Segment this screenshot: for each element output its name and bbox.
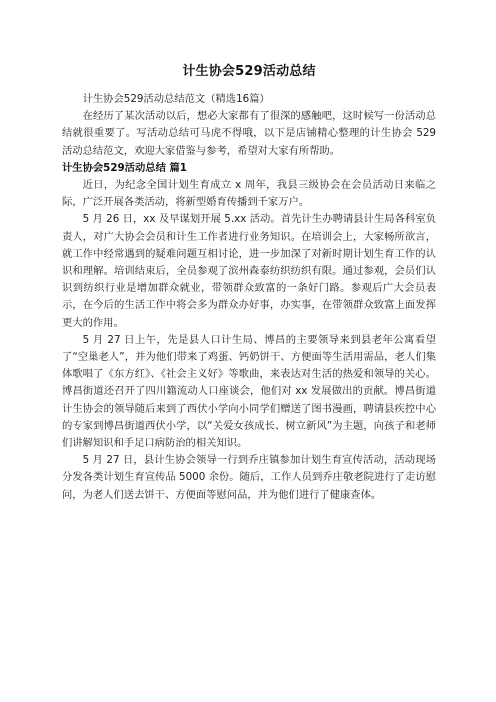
section-paragraph-2: 5 月 26 日，xx 及早谋划开展 5.xx 活动。首先计生办聘请县计生局各科室负责人，对广大协会会员和计生工作者进行业务知识。在培训会上，大家畅所欲言，就工作中经常遇到的疑难问题互相讨论，进一步加深了对新时期计划生育工作的认识和理解。培训结束后，全员参观了滨州森泰纺织纺织有限。通过参观，会员们认识到纺织行业是增加群众就业，带领群众致富的一条好门路。参观后广大会员表示，在今后的生活工作中将会多为群众办好事，办实事，在带领群众致富上面发挥更大的作用。	[62, 213, 436, 329]
document-page	[62, 60, 436, 504]
document-title: 计生协会529活动总结	[182, 64, 316, 79]
section-heading: 计生协会529活动总结 篇1	[62, 161, 187, 174]
subtitle-paragraph: 计生协会529活动总结范文（精选16篇）	[82, 93, 270, 105]
intro-paragraph: 在经历了某次活动以后，想必大家都有了很深的感触吧，这时候写一份活动总结就很重要了。写活动总结可马虎不得哦，以下是店铺精心整理的计生协会 529 活动总结范文，欢迎大家借鉴与参考，希望对大家有所帮助。	[62, 110, 436, 157]
section-paragraph-4: 5 月 27 日，县计生协会领导一行到乔庄镇参加计划生育宣传活动，活动现场分发各类计划生育宣传品 5000 余份。随后，工作人员到乔庄敬老院进行了走访慰问，为老人们送去饼干、方便面等慰问品，并为他们进行了健康查体。	[62, 454, 436, 501]
section-paragraph-3: 5 月 27 日上午，先是县人口计生局、博昌的主要领导来到县老年公寓看望了“空巢老人”，并为他们带来了鸡蛋、钙奶饼干、方便面等生活用需品，老人们集体歌唱了《东方红》、《社会主义好》等歌曲，来表达对生活的热爱和领导的关心。博昌街道还召开了四川籍流动人口座谈会，他们对 xx 发展做出的贡献。博昌街道计生协会的领导随后来到了西伏小学向小同学们赠送了图书漫画，聘请县疾控中心的专家到博昌街道西伏小学，以“关爱女孩成长、树立新风”为主题，向孩子和老师们讲解知识和手足口病防治的相关知识。	[62, 333, 436, 450]
section-paragraph-1: 近日，为纪念全国计划生育成立 x 周年，我县三级协会在会员活动日来临之际，广泛开展各类活动，将新型婚育传播到千家万户。	[62, 179, 436, 209]
